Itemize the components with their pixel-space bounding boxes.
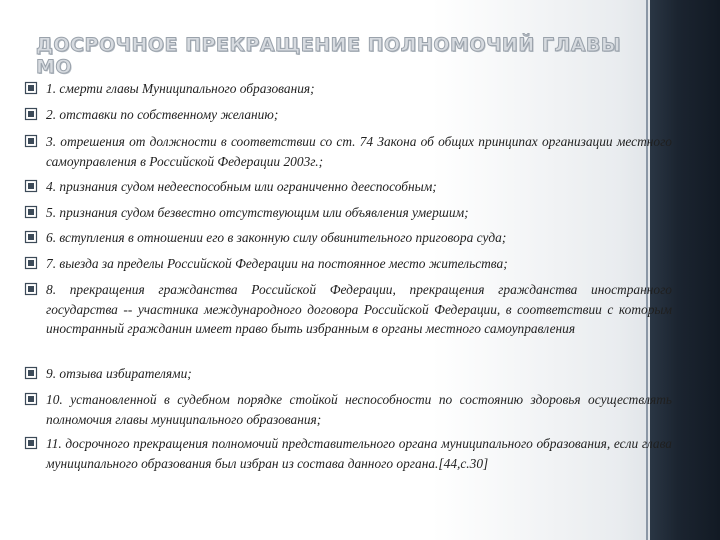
bullet-icon <box>24 205 38 219</box>
list-item-text: 3. отрешения от должности в соответствии со ст. 74 Закона об общих принципах организации местного самоуправления в Российской Федерации 2003г.; <box>46 134 672 169</box>
bullet-icon <box>24 230 38 244</box>
bullet-icon <box>24 392 38 406</box>
bullet-icon <box>24 256 38 270</box>
bullet-icon <box>24 179 38 193</box>
bullet-icon <box>24 436 38 450</box>
list-item-text: 5. признания судом безвестно отсутствующим или объявления умершим; <box>46 205 469 220</box>
list-item-text: 6. вступления в отношении его в законную силу обвинительного приговора суда; <box>46 230 507 245</box>
bullet-icon <box>24 282 38 296</box>
bullet-icon <box>24 366 38 380</box>
list-item-text: 7. выезда за пределы Российской Федерации на постоянное место жительства; <box>46 256 508 271</box>
list-item-text: 1. смерти главы Муниципального образования; <box>46 81 315 96</box>
slide-title: ДОСРОЧНОЕ ПРЕКРАЩЕНИЕ ПОЛНОМОЧИЙ ГЛАВЫ МО <box>36 34 622 78</box>
bullet-icon <box>24 134 38 148</box>
list-item-text: 11. досрочного прекращения полномочий представительного органа муниципального образования, если глава муниципального образования был избран из состава данного органа.[44,с.30] <box>46 436 672 471</box>
list-item-text: 2. отставки по собственному желанию; <box>46 107 279 122</box>
bullet-icon <box>24 81 38 95</box>
list-item-text: 10. установленной в судебном порядке стойкой неспособности по состоянию здоровья осуществлять полномочия главы муниципального образования; <box>46 392 672 427</box>
list-item-text: 4. признания судом недееспособным или ограниченно дееспособным; <box>46 179 437 194</box>
list-item-text: 9. отзыва избирателями; <box>46 366 192 381</box>
bullet-icon <box>24 107 38 121</box>
list-item-text: 8. прекращения гражданства Российской Федерации, прекращения гражданства иностранного государства -- участника международного договора Российской Федерации, в соответствии с которым иностранный гражданин имеет право быть избранным в органы местного самоуправления <box>46 282 672 336</box>
